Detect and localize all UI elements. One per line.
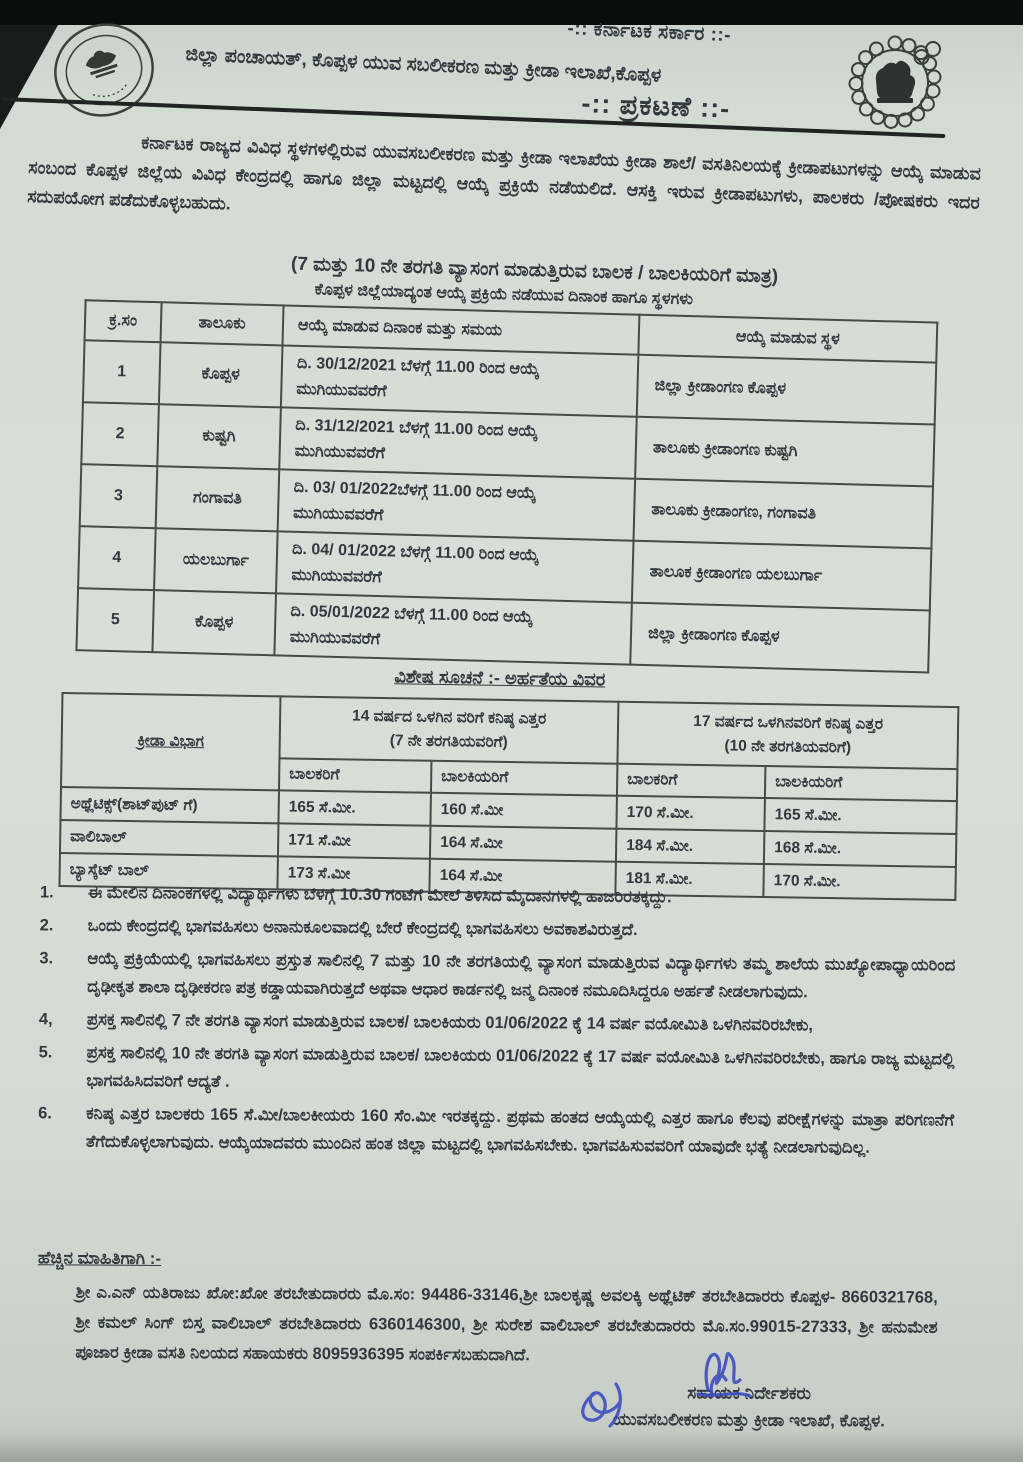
cell-girls-17: 170 ಸೆ.ಮೀ. — [763, 864, 956, 900]
cell-category: ವಾಲಿಬಾಲ್ — [60, 820, 278, 856]
cell-taluk: ಕೊಪ್ಪಳ — [159, 342, 283, 407]
height-table-group-row — [62, 693, 959, 769]
cell-slno: 4 — [78, 526, 156, 590]
cell-taluk: ಕುಷ್ಟಗಿ — [157, 404, 281, 469]
cell-place: ತಾಲೂಕು ಕ್ರೀಡಾಂಗಣ ಕುಷ್ಟಗಿ — [635, 417, 935, 487]
cell-girls-14: 160 ಸೆ.ಮೀ — [430, 793, 617, 829]
list-item — [0, 1005, 1004, 1041]
cell-category: ಬ್ಯಾಸ್ಕೆಟ್ ಬಾಲ್ — [59, 853, 277, 889]
cell-girls-14: 164 ಸೆ.ಮೀ — [430, 826, 617, 862]
height-table — [58, 692, 959, 901]
height-header-group-14 — [279, 696, 618, 763]
footer-section — [0, 1248, 1000, 1435]
cell-slno: 2 — [81, 402, 159, 466]
schedule-header-taluk: ತಾಲೂಕು — [161, 302, 284, 345]
condition-text: ಆಯ್ಕೆ ಪ್ರಕ್ರಿಯೆಯಲ್ಲಿ ಭಾಗವಹಿಸಲು ಪ್ರಸ್ತುತ ಸಾಲಿನಲ್ಲಿ 7 ಮತ್ತು 10 ನೇ ತರಗತಿಯಲ್ಲಿ ವ್ಯಾಸಂಗ ಮಾಡುತ್ತಿರುವ ವಿದ್ಯಾರ್ಥಿಗಳು ತಮ್ಮ ಶಾಲೆಯ ಮುಖ್ಯೋಪಾಧ್ಯಾಯರಿಂದ ದೃಢೀಕೃತ ಶಾಲಾ ದೃಢೀಕರಣ ಪತ್ರ ಕಡ್ಡಾಯವಾಗಿರುತ್ತದೆ ಅಥವಾ ಆಧಾರ ಕಾರ್ಡನಲ್ಲಿ ಜನ್ಮ ದಿನಾಂಕ ನಮೂದಿಸಿದ್ದರೂ ಅರ್ಹತೆ ನೀಡಲಾಗುವುದು. — [87, 949, 956, 1002]
list-item — [0, 1038, 1004, 1102]
cell-datetime: ದಿ. 30/12/2021 ಬೆಳಗ್ಗೆ 11.00 ರಿಂದ ಆಯ್ಕೆ ಮುಗಿಯುವವರೆಗೆ — [281, 345, 639, 416]
schedule-table — [75, 299, 938, 673]
cell-place: ಜಿಲ್ಲಾ ಕ್ರೀಡಾಂಗಣ ಕೊಪ್ಪಳ — [637, 355, 937, 425]
cell-girls-17: 168 ಸೆ.ಮೀ. — [764, 831, 957, 867]
special-notice-heading: ವಿಶೇಷ ಸೂಚನೆ :- ಅರ್ಹತೆಯ ವಿವರ — [394, 666, 606, 690]
cell-slno: 5 — [76, 588, 154, 652]
contact-details: ಶ್ರೀ ಎ.ಎನ್ ಯತಿರಾಜು ಖೋ:ಖೋ ತರಬೇತುದಾರರು ಮೊ.ಸಂ: 94486-33146,ಶ್ರೀ ಬಾಲಕೃಷ್ಣ ಅವಲಕ್ಕಿ ಅಥ್ಲೆಟಿಕ್ ತರಬೇತಿದಾರರು ಕೊಪ್ಪಳ- 8660321768, ಶ್ರೀ ಕಮಲ್ ಸಿಂಗ್ ಬಿಸ್ತ ವಾಲಿಬಾಲ್ ತರಬೇತಿದಾರರು 6360146300, ಶ್ರೀ ಸುರೇಶ ವಾಲಿಬಾಲ್ ತರಬೇತುದಾರರು ಮೊ.ಸಂ.99015-27333, ಶ್ರೀ ಹನುಮೇಶ ಪೂಜಾರ ಕ್ರೀಡಾ ವಸತಿ ನಿಲಯದ ಸಹಾಯಕರು 8095936395 ಸಂಪರ್ಕಿಸಬಹುದಾಗಿದೆ. — [75, 1283, 938, 1365]
cell-datetime: ದಿ. 04/ 01/2022 ಬೆಳಗ್ಗೆ 11.00 ರಿಂದ ಆಯ್ಕೆ ಮುಗಿಯುವವರೆಗೆ — [276, 531, 634, 602]
subheader-girls-14: ಬಾಲಕಿಯರಿಗೆ — [431, 761, 617, 796]
cell-place: ತಾಲೂಕು ಕ್ರೀಡಾಂಗಣ, ಗಂಗಾವತಿ — [634, 479, 934, 549]
signature-department: ಯುವಸಬಲೀಕರಣ ಮತ್ತು ಕ್ರೀಡಾ ಇಲಾಖೆ, ಕೊಪ್ಪಳ. — [612, 1409, 886, 1431]
cell-boys-14: 171 ಸೆ.ಮೀ — [278, 823, 430, 858]
cell-girls-14: 164 ಸೆ.ಮೀ — [429, 859, 616, 895]
eligibility-note: (7 ಮತ್ತು 10 ನೇ ತರಗತಿ ವ್ಯಾಸಂಗ ಮಾಡುತ್ತಿರುವ ಬಾಲಕ / ಬಾಲಕಿಯರಿಗೆ ಮಾತ್ರ) — [290, 253, 779, 288]
schedule-section — [0, 246, 1010, 675]
group-17-line1: 17 ವರ್ಷದ ಒಳಗಿನವರಿಗೆ ಕನಿಷ್ಠ ಎತ್ತರ — [693, 712, 884, 733]
notification-title: -:: ಪ್ರಕಟಣೆ ::- — [580, 88, 731, 124]
condition-text: ಪ್ರಸಕ್ತ ಸಾಲಿನಲ್ಲಿ 10 ನೇ ತರಗತಿ ವ್ಯಾಸಂಗ ಮಾಡುತ್ತಿರುವ ಬಾಲಕ/ ಬಾಲಕಿಯರು 01/06/2022 ಕ್ಕೆ 17 ವರ್ಷ ವಯೋಮಿತಿ ಒಳಗಿನವರಿರಬೇಕು, ಹಾಗೂ ರಾಜ್ಯ ಮಟ್ಟದಲ್ಲಿ ಭಾಗವಹಿಸಿದವರಿಗೆ ಆದ್ಯತೆ . — [86, 1043, 955, 1091]
schedule-header-slno: ಕ್ರ.ಸಂ — [85, 300, 162, 342]
cell-boys-17: 170 ಸೆ.ಮೀ. — [616, 796, 765, 831]
cell-datetime: ದಿ. 05/01/2022 ಬೆಳಗ್ಗೆ 11.00 ರಿಂದ ಆಯ್ಕೆ ಮುಗಿಯುವವರೆಗೆ — [274, 593, 632, 664]
group-14-line2: (7 ನೇ ತರಗತಿಯವರಿಗೆ) — [389, 732, 508, 751]
condition-text: ಈ ಮೇಲಿನ ದಿನಾಂಕಗಳಲ್ಲಿ ವಿದ್ಯಾರ್ಥಿಗಳು ಬೆಳಗ್ಗೆ 10.30 ಗಂಟೆಗೆ ಮೇಲೆ ತಿಳಿಸಿದ ಮೈದಾನಗಳಲ್ಲಿ ಹಾಜರಿರತಕ್ಕದ್ದು. — [87, 883, 672, 907]
list-item — [0, 911, 1005, 947]
group-14-line1: 14 ವರ್ಷದ ಒಳಗಿನ ವರಿಗೆ ಕನಿಷ್ಠ ಎತ್ತರ — [351, 707, 547, 728]
cell-boys-14: 165 ಸೆ.ಮೀ. — [278, 790, 430, 825]
cell-taluk: ಗಂಗಾವತಿ — [156, 466, 280, 531]
cell-girls-17: 165 ಸೆ.ಮೀ. — [764, 798, 957, 834]
cell-boys-17: 184 ಸೆ.ಮೀ. — [616, 829, 765, 864]
intro-paragraph: ಕರ್ನಾಟಕ ರಾಜ್ಯದ ವಿವಿಧ ಸ್ಥಳಗಳಲ್ಲಿರುವ ಯುವಸಬಲೀಕರಣ ಮತ್ತು ಕ್ರೀಡಾ ಇಲಾಖೆಯ ಕ್ರೀಡಾ ಶಾಲೆ/ ವಸತಿನಿಲಯಕ್ಕೆ ಕ್ರೀಡಾಪಟುಗಳನ್ನು ಆಯ್ಕೆ ಮಾಡುವ ಸಂಬಂದ ಕೊಪ್ಪಳ ಜಿಲ್ಲೆಯ ವಿವಿಧ ಕೇಂದ್ರದಲ್ಲಿ ಹಾಗೂ ಜಿಲ್ಲಾ ಮಟ್ಟದಲ್ಲಿ ಆಯ್ಕೆ ಪ್ರಕ್ರಿಯೆ ನಡೆಯಲಿದೆ. ಆಸಕ್ತಿ ಇರುವ ಕ್ರೀಡಾಪಟುಗಳು, ಪಾಲಕರು /ಪೋಷಕರು ಇದರ ಸದುಪಯೋಗ ಪಡೆದುಕೊಳ್ಳಬಹುದು. — [26, 132, 982, 214]
list-item — [0, 1099, 1003, 1163]
cell-category: ಅಥ್ಲೆಟಿಕ್ಸ್(ಶಾಟ್‌ಪುಟ್ ಗೆ) — [60, 787, 278, 823]
cell-datetime: ದಿ. 03/ 01/2022ಬೆಳಗ್ಗೆ 11.00 ರಿಂದ ಆಯ್ಕೆ ಮುಗಿಯುವವರೆಗೆ — [278, 469, 636, 540]
subheader-boys-14: ಬಾಲಕರಿಗೆ — [279, 758, 431, 792]
subheader-boys-17: ಬಾಲಕರಿಗೆ — [617, 764, 765, 798]
schedule-header-datetime: ಆಯ್ಕೆ ಮಾಡುವ ದಿನಾಂಕ ಮತ್ತು ಸಮಯ — [282, 305, 639, 354]
condition-text: ಪ್ರಸಕ್ತ ಸಾಲಿನಲ್ಲಿ 7 ನೇ ತರಗತಿ ವ್ಯಾಸಂಗ ಮಾಡುತ್ತಿರುವ ಬಾಲಕ/ ಬಾಲಕಿಯರು 01/06/2022 ಕ್ಕೆ 14 ವರ್ಷ ವಯೋಮಿತಿ ಒಳಗಿನವರಿರಬೇಕು, — [86, 1010, 814, 1035]
subheader-girls-17: ಬಾಲಕಿಯರಿಗೆ — [765, 766, 957, 801]
schedule-header-place: ಆಯ್ಕೆ ಮಾಡುವ ಸ್ಥಳ — [638, 315, 937, 363]
condition-text: ಕನಿಷ್ಠ ಎತ್ತರ ಬಾಲಕರು 165 ಸೆ.ಮೀ/ಬಾಲಕೀಯರು 160 ಸೆಂ.ಮೀ ಇರತಕ್ಕದ್ದು. ಪ್ರಥಮ ಹಂತದ ಆಯ್ಕೆಯಲ್ಲಿ ಎತ್ತರ ಹಾಗೂ ಕೆಲವು ಪರೀಕ್ಷೆಗಳನ್ನು ಮಾತ್ರಾ ಪರಿಗಣನೆಗೆ ತೆಗೆದುಕೊಳ್ಳಲಾಗುವುದು. ಆಯ್ಕೆಯಾದವರು ಮುಂದಿನ ಹಂತ ಜಿಲ್ಲಾ ಮಟ್ಟದಲ್ಲಿ ಭಾಗವಹಿಸಬೇಕು. ಭಾಗವಹಿಸುವವರಿಗೆ ಯಾವುದೇ ಭತ್ಯೆ ನೀಡಲಾಗುವುದಿಲ್ಲ. — [85, 1104, 955, 1157]
cell-slno: 3 — [80, 464, 158, 528]
cell-slno: 1 — [83, 340, 161, 404]
height-header-category: ಕ್ರೀಡಾ ವಿಭಾಗ — [61, 693, 280, 790]
cell-place: ಜಿಲ್ಲಾ ಕ್ರೀಡಾಂಗಣ ಕೊಪ್ಪಳ — [630, 603, 930, 673]
signature-block — [539, 1378, 959, 1435]
condition-number: 4, — [38, 1010, 53, 1029]
group-17-line2: (10 ನೇ ತರಗತಿಯವರಿಗೆ) — [724, 737, 852, 757]
contact-heading: ಹೆಚ್ಚಿನ ಮಾಹಿತಿಗಾಗಿ :- — [37, 1248, 162, 1268]
conditions-list — [0, 878, 1005, 1168]
government-title-line: -:: ಕರ್ನಾಟಕ ಸರ್ಕಾರ ::- — [567, 18, 732, 47]
condition-number: 1. — [39, 883, 54, 902]
signature-designation: ಸಹಾಯಕ ನಿರ್ದೇಶಕರು — [687, 1383, 811, 1403]
eligibility-section — [0, 660, 1010, 902]
cell-datetime: ದಿ. 31/12/2021 ಬೆಳಗ್ಗೆ 11.00 ರಿಂದ ಆಯ್ಕೆ ಮುಗಿಯುವವರೆಗೆ — [279, 407, 637, 478]
condition-number: 5. — [38, 1043, 53, 1062]
condition-number: 3. — [39, 949, 54, 968]
list-item — [0, 944, 1004, 1008]
cell-taluk: ಯಲಬುರ್ಗಾ — [154, 528, 278, 593]
schedule-caption: ಕೊಪ್ಪಳ ಜಿಲ್ಲೆಯಾದ್ಯಂತ ಆಯ್ಕೆ ಪ್ರಕ್ರಿಯೆ ನಡೆಯುವ ದಿನಾಂಕ ಹಾಗೂ ಸ್ಥಳಗಳು — [314, 281, 694, 309]
condition-number: 6. — [38, 1104, 52, 1123]
condition-text: ಒಂದು ಕೇಂದ್ರದಲ್ಲಿ ಭಾಗವಹಿಸಲು ಅನಾನುಕೂಲವಾದಲ್ಲಿ ಬೇರೆ ಕೇಂದ್ರದಲ್ಲಿ ಭಾಗವಹಿಸಲು ಅವಕಾಶವಿರುತ್ತದೆ. — [87, 916, 638, 940]
condition-number: 2. — [39, 916, 54, 935]
department-title-line: ಜಿಲ್ಲಾ ಪಂಚಾಯತ್, ಕೊಪ್ಪಳ ಯುವ ಸಬಲೀಕರಣ ಮತ್ತು ಕ್ರೀಡಾ ಇಲಾಖೆ,ಕೊಪ್ಪಳ — [185, 44, 662, 87]
karnataka-emblem-seal-icon — [34, 8, 174, 138]
scan-bottom-shadow — [0, 1432, 1023, 1462]
height-header-group-17 — [617, 702, 958, 769]
cell-place: ತಾಲೂಕ ಕ್ರೀಡಾಂಗಣ ಯಲಬುರ್ಗಾ — [632, 541, 932, 611]
cell-taluk: ಕೊಪ್ಪಳ — [152, 590, 276, 655]
cell-boys-17: 181 ಸೆ.ಮೀ. — [615, 862, 764, 897]
cell-boys-14: 173 ಸೆ.ಮೀ — [277, 856, 429, 891]
